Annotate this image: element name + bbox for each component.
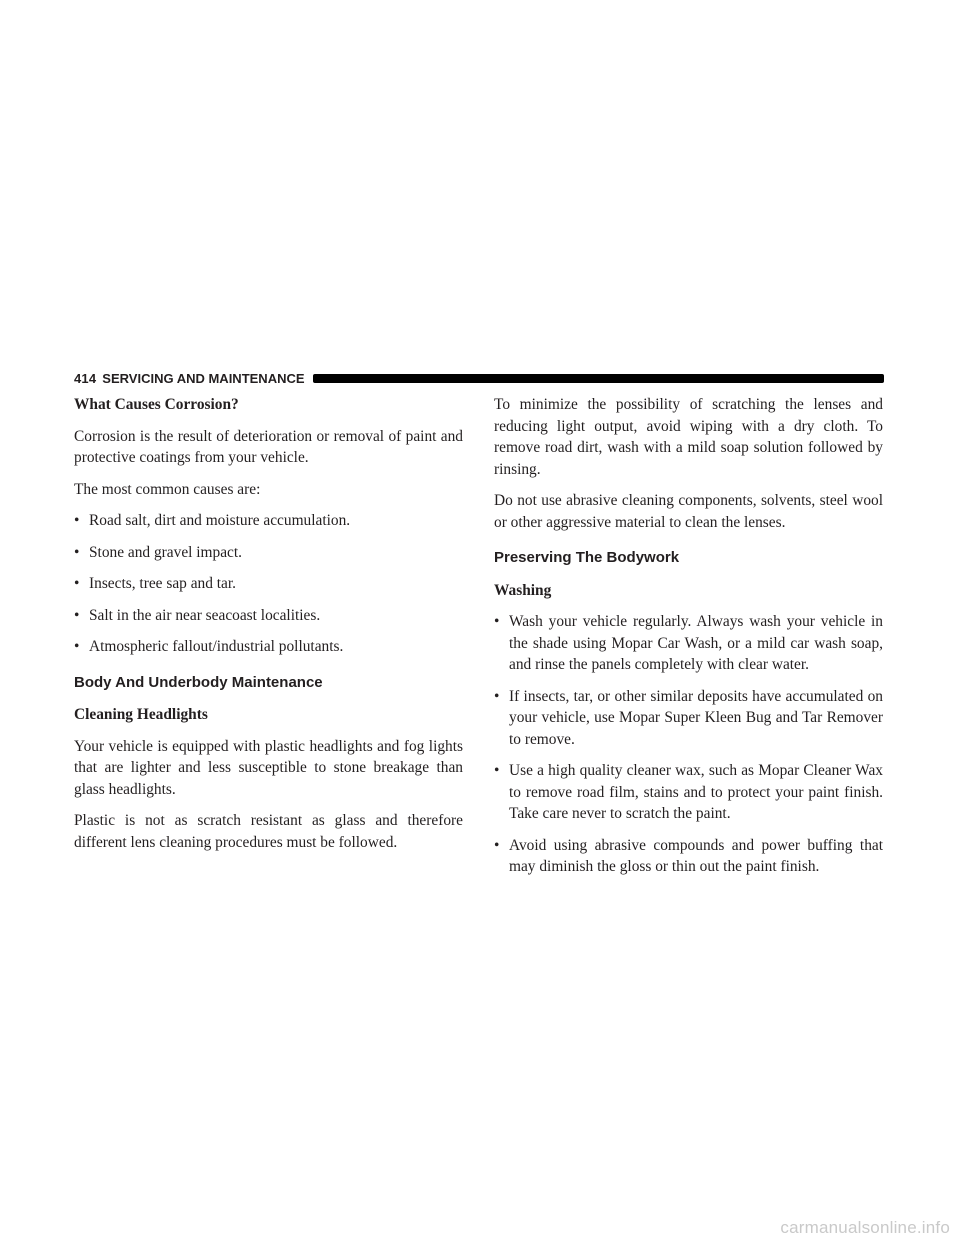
list-item-text: Use a high quality cleaner wax, such as Mopar Cleaner Wax to remove road film, stains and to protect your paint finish. Take care never to scratch the paint. <box>509 762 883 822</box>
list-item <box>494 686 883 751</box>
page-header <box>74 370 884 386</box>
header-rule <box>313 374 884 383</box>
heading-washing: Washing <box>494 581 552 599</box>
list-item <box>494 611 883 676</box>
list-item <box>74 573 463 595</box>
list-item <box>74 605 463 627</box>
list-item <box>74 542 463 564</box>
washing-list <box>494 611 883 878</box>
bullet-icon: • <box>494 687 500 705</box>
paragraph-no-abrasives: Do not use abrasive cleaning components, solvents, steel wool or other aggressive material to clean the lenses. <box>494 492 883 531</box>
list-item-text: Road salt, dirt and moisture accumulation. <box>89 512 351 529</box>
section-title: SERVICING AND MAINTENANCE <box>102 370 305 386</box>
bullet-icon: • <box>74 638 80 655</box>
list-item-text: Wash your vehicle regularly. Always wash your vehicle in the shade using Mopar Car Wash, or a mild car wash soap, and rinse the panels completely with clear water. <box>509 613 883 673</box>
heading-cleaning-headlights: Cleaning Headlights <box>74 706 208 723</box>
list-item-text: Stone and gravel impact. <box>89 543 243 561</box>
heading-preserving-bodywork: Preserving The Bodywork <box>494 549 680 566</box>
causes-list <box>74 510 463 658</box>
paragraph-minimize-scratching: To minimize the possibility of scratching the lenses and reducing light output, avoid wiping with a dry cloth. To remove road dirt, wash with a mild soap solution followed by rinsing. <box>494 396 883 478</box>
paragraph-corrosion-definition: Corrosion is the result of deterioration or removal of paint and protective coatings from your vehicle. <box>74 427 463 466</box>
paragraph-scratch-resistance: Plastic is not as scratch resistant as glass and therefore different lens cleaning procedures must be followed. <box>74 812 463 851</box>
paragraph-common-causes-intro: The most common causes are: <box>74 480 261 498</box>
bullet-icon: • <box>494 613 500 630</box>
list-item-text: Salt in the air near seacoast localities. <box>89 606 321 624</box>
list-item <box>74 636 463 658</box>
bullet-icon: • <box>74 512 80 529</box>
heading-what-causes-corrosion: What Causes Corrosion? <box>74 396 239 413</box>
watermark: carmanualsonline.info <box>780 1218 950 1237</box>
bullet-icon: • <box>494 762 500 779</box>
list-item <box>74 510 463 532</box>
list-item-text: If insects, tar, or other similar deposits have accumulated on your vehicle, use Mopar Super Kleen Bug and Tar Remover to remove. <box>509 687 883 748</box>
list-item <box>494 835 883 878</box>
page-number: 414 <box>74 370 97 386</box>
heading-body-underbody-maintenance: Body And Underbody Maintenance <box>74 673 323 691</box>
bullet-icon: • <box>494 836 500 854</box>
bullet-icon: • <box>74 606 80 624</box>
bullet-icon: • <box>74 543 80 561</box>
list-item <box>494 760 883 825</box>
bullet-icon: • <box>74 575 80 592</box>
paragraph-plastic-headlights: Your vehicle is equipped with plastic headlights and fog lights that are lighter and less susceptible to stone breakage than glass headlights. <box>74 737 463 798</box>
list-item-text: Insects, tree sap and tar. <box>89 575 237 592</box>
list-item-text: Avoid using abrasive compounds and power buffing that may diminish the gloss or thin out the paint finish. <box>509 836 883 875</box>
left-column <box>74 394 463 863</box>
list-item-text: Atmospheric fallout/industrial pollutants. <box>89 638 344 655</box>
right-column <box>494 394 883 888</box>
